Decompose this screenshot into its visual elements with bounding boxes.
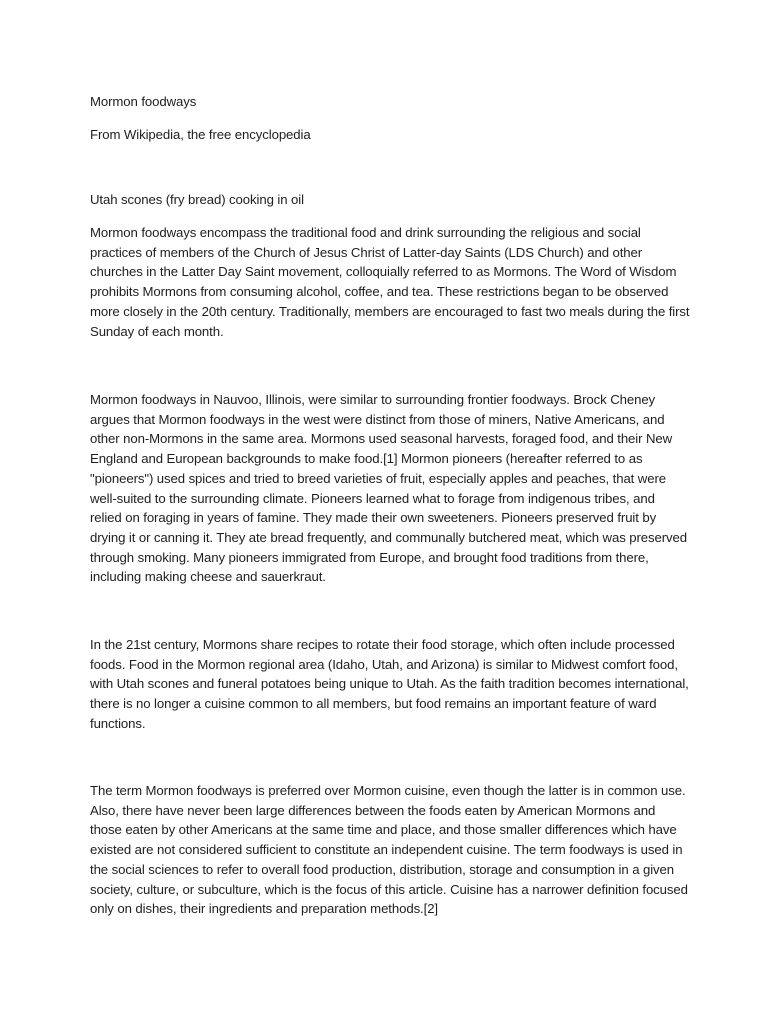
article-title: Mormon foodways <box>90 94 197 109</box>
paragraph-terminology: The term Mormon foodways is preferred over Mormon cuisine, even though the latter is in common use. Also, there have never been large differences between the foods eaten by American Mormons and those eaten by other Americans at the same time and place, and those smaller differences which have existed are not considered sufficient to constitute an independent cuisine. The term foodways is used in the social sciences to refer to overall food production, distribution, storage and consumption in a given society, culture, or subculture, which is the focus of this article. Cuisine has a narrower definition focused only on dishes, their ingredients and preparation methods.[2] <box>90 783 688 917</box>
paragraph-intro: Mormon foodways encompass the traditional food and drink surrounding the religious and social practices of members of the Church of Jesus Christ of Latter-day Saints (LDS Church) and other churches in the Latter Day Saint movement, colloquially referred to as Mormons. The Word of Wisdom prohibits Mormons from consuming alcohol, coffee, and tea. These restrictions began to be observed more closely in the 20th century. Traditionally, members are encouraged to fast two meals during the first Sunday of each month. <box>90 225 690 339</box>
paragraph-modern: In the 21st century, Mormons share recipes to rotate their food storage, which often include processed foods. Food in the Mormon regional area (Idaho, Utah, and Arizona) is similar to Midwest comfort food, with Utah scones and funeral potatoes being unique to Utah. As the faith tradition becomes international, there is no longer a cuisine common to all members, but food remains an important feature of ward functions. <box>90 637 689 731</box>
paragraph-history: Mormon foodways in Nauvoo, Illinois, were similar to surrounding frontier foodways. Brock Cheney argues that Mormon foodways in the west were distinct from those of miners, Native Americans, and other non-Mormons in the same area. Mormons used seasonal harvests, foraged food, and their New England and European backgrounds to make food.[1] Mormon pioneers (hereafter referred to as "pioneers") used spices and tried to breed varieties of fruit, especially apples and peaches, that were well-suited to the surrounding climate. Pioneers learned what to forage from indigenous tribes, and relied on foraging in years of famine. They made their own sweeteners. Pioneers preserved fruit by drying it or canning it. They ate bread frequently, and communally butchered meat, which was preserved through smoking. Many pioneers immigrated from Europe, and brought food traditions from there, including making cheese and sauerkraut. <box>90 392 687 585</box>
article-source-line: From Wikipedia, the free encyclopedia <box>90 127 311 142</box>
image-caption: Utah scones (fry bread) cooking in oil <box>90 192 304 207</box>
